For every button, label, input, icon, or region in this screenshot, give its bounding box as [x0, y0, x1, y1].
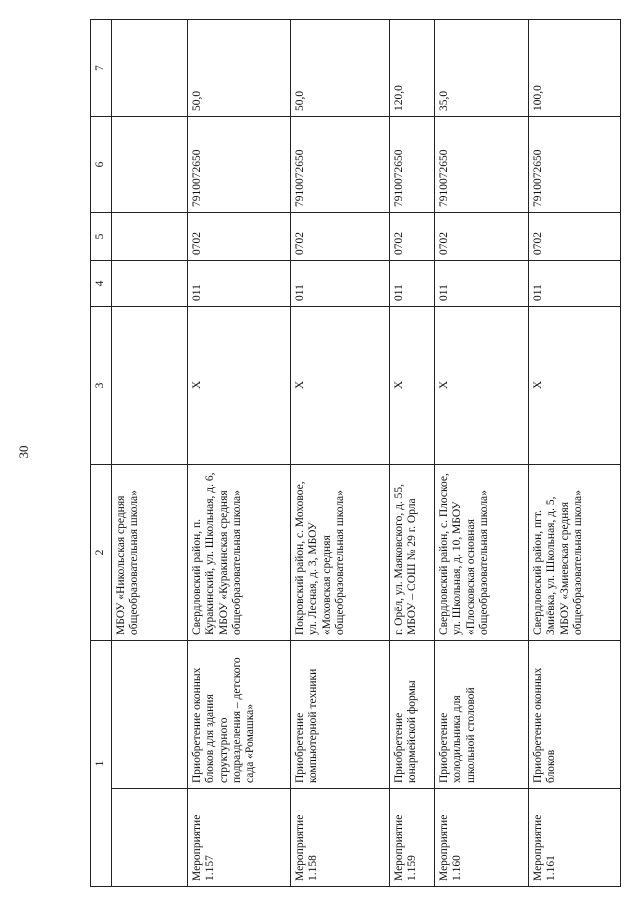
table-row — [435, 20, 529, 887]
header-col-3: 3 — [91, 307, 112, 465]
location-cell: Свердловский район, п. Куракинский, ул. Школьная, д. 6, МБОУ «Куракинская средняя общеобразовательная школа» — [188, 465, 291, 641]
header-col-1: 1 — [91, 641, 112, 887]
table-row — [112, 20, 188, 887]
event-cell: Мероприятие 1.159 — [390, 789, 435, 887]
event-cell: Мероприятие 1.160 — [435, 789, 529, 887]
code-cell: 011 — [529, 261, 621, 307]
code-cell: 0702 — [390, 213, 435, 261]
description-cell: Приобретение холодильника для школьной столовой — [435, 641, 529, 789]
mark-cell: Х — [435, 307, 529, 465]
event-cell: Мероприятие 1.158 — [291, 789, 390, 887]
location-cell: МБОУ «Никольская средняя общеобразовательная школа» — [112, 465, 188, 641]
amount-cell: 120,0 — [390, 20, 435, 117]
description-cell: Приобретение оконных блоков — [529, 641, 621, 789]
table-row — [529, 20, 621, 887]
header-col-6: 6 — [91, 117, 112, 213]
header-col-4: 4 — [91, 261, 112, 307]
code-cell — [112, 117, 188, 213]
code-cell: 0702 — [435, 213, 529, 261]
event-cell: Мероприятие 1.161 — [529, 789, 621, 887]
mark-cell — [112, 307, 188, 465]
code-cell: 0702 — [291, 213, 390, 261]
code-cell: 7910072650 — [529, 117, 621, 213]
table-row — [291, 20, 390, 887]
location-cell: Покровский район, с. Моховое, ул. Лесная, д. 3, МБОУ «Моховская средняя общеобразовательная школа» — [291, 465, 390, 641]
table-row — [188, 20, 291, 887]
code-cell: 0702 — [529, 213, 621, 261]
location-cell: г. Орёл, ул. Маяковского, д. 55, МБОУ – СОШ № 29 г. Орла — [390, 465, 435, 641]
rotated-page — [90, 20, 584, 887]
code-cell: 7910072650 — [390, 117, 435, 213]
amount-cell — [112, 20, 188, 117]
event-cell — [112, 789, 188, 887]
mark-cell: Х — [529, 307, 621, 465]
budget-table — [90, 19, 621, 887]
description-cell — [112, 641, 188, 789]
amount-cell: 50,0 — [291, 20, 390, 117]
amount-cell: 100,0 — [529, 20, 621, 117]
code-cell: 011 — [435, 261, 529, 307]
code-cell: 011 — [188, 261, 291, 307]
code-cell — [112, 213, 188, 261]
table-row — [390, 20, 435, 887]
amount-cell: 50,0 — [188, 20, 291, 117]
description-cell: Приобретение компьютерной техники — [291, 641, 390, 789]
location-cell: Свердловский район, с. Плоское, ул. Школьная, д. 10, МБОУ «Плосковская основная общеобразовательная школа» — [435, 465, 529, 641]
location-cell: Свердловский район, пгт. Змиёвка, ул. Школьная, д. 5, МБОУ «Змиевская средняя общеобразовательная школа» — [529, 465, 621, 641]
description-cell: Приобретение оконных блоков для здания структурного подразделения – детского сада «Ромашка» — [188, 641, 291, 789]
header-col-7: 7 — [91, 20, 112, 117]
header-row — [91, 20, 112, 887]
mark-cell: Х — [188, 307, 291, 465]
event-cell: Мероприятие 1.157 — [188, 789, 291, 887]
code-cell: 7910072650 — [291, 117, 390, 213]
description-cell: Приобретение юнармейской формы — [390, 641, 435, 789]
header-col-5: 5 — [91, 213, 112, 261]
mark-cell: Х — [291, 307, 390, 465]
code-cell — [112, 261, 188, 307]
header-col-2: 2 — [91, 465, 112, 641]
code-cell: 7910072650 — [435, 117, 529, 213]
mark-cell: Х — [390, 307, 435, 465]
code-cell: 7910072650 — [188, 117, 291, 213]
code-cell: 0702 — [188, 213, 291, 261]
amount-cell: 35,0 — [435, 20, 529, 117]
code-cell: 011 — [390, 261, 435, 307]
code-cell: 011 — [291, 261, 390, 307]
page-number: 30 — [16, 445, 31, 459]
